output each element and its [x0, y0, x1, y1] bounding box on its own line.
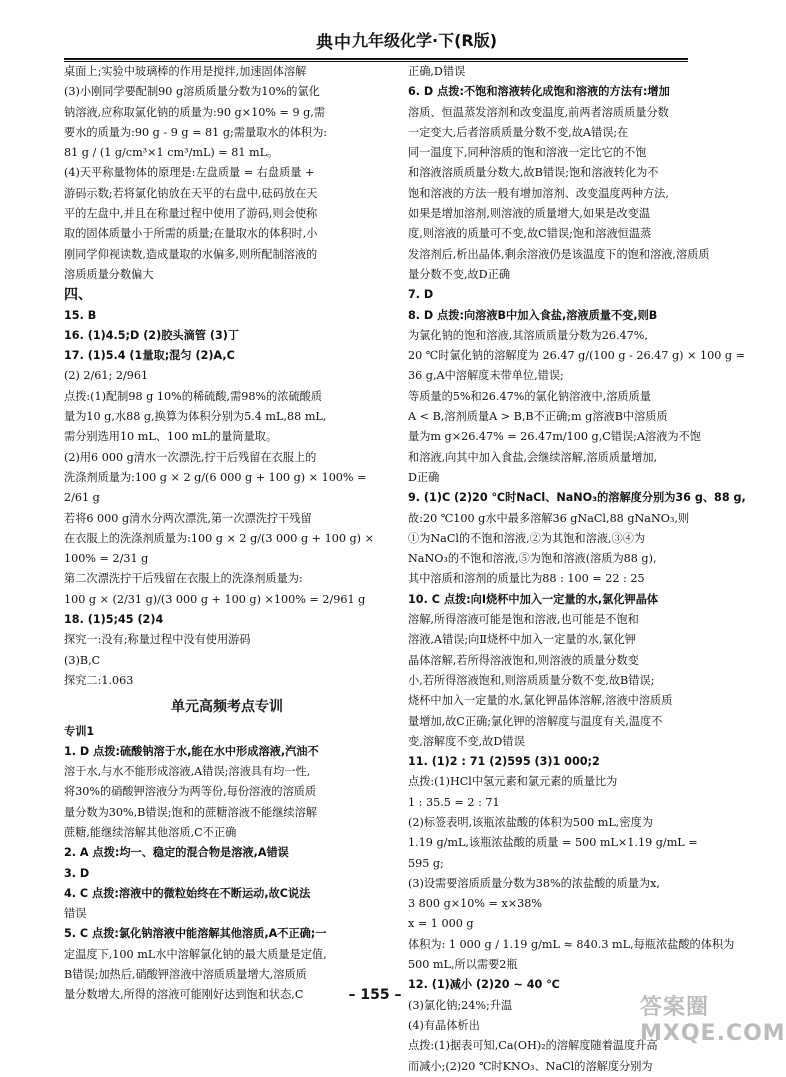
text-line: 烧杯中加入一定量的水,氯化钾晶体溶解,溶液中溶质质	[408, 694, 673, 708]
text-line: 100 g × (2/31 g)/(3 000 g + 100 g) ×100% = 2/961 g	[64, 592, 366, 606]
text-line: (4)天平称量物体的原理是:左盘质量 = 右盘质量 +	[64, 166, 315, 180]
text-line: 18. (1)5;45 (2)4	[64, 613, 164, 627]
text-line: 要水的质量为:90 g - 9 g = 81 g;需量取水的体积为:	[64, 125, 328, 139]
text-line: 16. (1)4.5;D (2)胶头滴管 (3)丁	[64, 328, 240, 342]
text-line: 点拨:(1)配制98 g 10%的稀硫酸,需98%的浓硫酸质	[64, 389, 323, 403]
text-line: 1 : 35.5 = 2 : 71	[408, 795, 500, 809]
text-line: 量为10 g,水88 g,换算为体积分别为5.4 mL,88 mL,	[64, 410, 327, 424]
text-line: 36 g,A中溶解度未带单位,错误;	[408, 369, 564, 383]
text-line: 定温度下,100 mL水中溶解氯化钠的最大质量是定值,	[64, 947, 327, 961]
text-line: 点拨:(1)HCl中氢元素和氯元素的质量比为	[408, 775, 618, 789]
text-line: 3 800 g×10% = x×38%	[408, 897, 543, 911]
text-line: 如果是增加溶剂,则溶液的质量增大,如果是改变温	[408, 207, 651, 221]
text-line: 刚同学仰视读数,造成量取的水偏多,则所配制溶液的	[64, 247, 318, 261]
text-line: 需分别选用10 mL、100 mL的量筒量取。	[64, 430, 278, 444]
text-line: 和溶液溶质质量分数大,故B错误;饱和溶液转化为不	[408, 166, 659, 180]
text-line: 100% = 2/31 g	[64, 552, 149, 566]
text-line: 蔗糖,能继续溶解其他溶质,C不正确	[64, 825, 237, 839]
text-line: (3)设需要溶质质量分数为38%的浓盐酸的质量为x,	[408, 876, 660, 890]
text-line: 体积为: 1 000 g / 1.19 g/mL ≈ 840.3 mL,每瓶浓盐酸的体积为	[408, 937, 735, 951]
text-line: 专训1	[64, 724, 95, 738]
text-line: 桌面上;实验中玻璃棒的作用是搅拌,加速固体溶解	[64, 65, 307, 78]
text-line: 3. D	[64, 866, 90, 880]
text-line: 溶质、恒温蒸发溶剂和改变温度,前两者溶质质量分数	[408, 105, 669, 119]
text-line: A < B,溶剂质量A > B,B不正确;m g溶液B中溶质质	[408, 410, 668, 424]
text-line: 在衣服上的洗涤剂质量为:100 g × 2 g/(3 000 g + 100 g) ×	[64, 531, 374, 545]
text-line: 一定变大,后者溶质质量分数不变,故A错误;在	[408, 125, 629, 139]
left-column	[64, 62, 390, 1006]
text-line: 变,溶解度不变,故D错误	[408, 734, 525, 748]
text-line: 第二次漂洗拧干后残留在衣服上的洗涤剂质量为:	[64, 572, 303, 586]
text-line: 量分数增大,所得的溶液可能刚好达到饱和状态,C	[64, 988, 304, 1002]
text-line: NaNO₃的不饱和溶液,⑤为饱和溶液(溶质为88 g),	[408, 552, 657, 566]
text-line: 量为m g×26.47% = 26.47m/100 g,C错误;A溶液为不饱	[408, 430, 701, 444]
text-line: 量分数不变,故D正确	[408, 267, 511, 281]
text-line: (3)小刚同学要配制90 g溶质质量分数为10%的氯化	[64, 85, 320, 99]
text-line: 4. C 点拨:溶液中的微粒始终在不断运动,故C说法	[64, 886, 311, 900]
text-line: 15. B	[64, 308, 97, 322]
text-line: 取的固体质量小于所需的质量;在量取水的体积时,小	[64, 227, 318, 241]
book-title: 九年级化学·下(R版)	[352, 31, 498, 50]
text-line: (3)氯化钠;24%;升温	[408, 998, 513, 1012]
text-line: 洗涤剂质量为:100 g × 2 g/(6 000 g + 100 g) × 100% =	[64, 470, 367, 484]
text-line: 晶体溶解,若所得溶液饱和,则溶液的质量分数变	[408, 653, 639, 667]
text-line: 6. D 点拨:不饱和溶液转化成饱和溶液的方法有:增加	[408, 85, 670, 99]
text-line: 小,若所得溶液饱和,则溶质质量分数不变,故B错误;	[408, 673, 655, 687]
page-header	[0, 10, 750, 60]
text-line: 81 g / (1 g/cm³×1 cm³/mL) = 81 mL。	[64, 146, 279, 160]
text-line: 探究一:没有;称量过程中没有使用游码	[64, 633, 251, 647]
text-line: 12. (1)减小 (2)20 ~ 40 ℃	[408, 978, 560, 992]
text-line: 平的左盘中,并且在称量过程中使用了游码,则会使称	[64, 207, 318, 221]
text-line: (3)B,C	[64, 653, 101, 667]
text-line: D正确	[408, 470, 440, 484]
text-line: 而减小;(2)20 ℃时KNO₃、NaCl的溶解度分别为	[408, 1059, 653, 1073]
text-line: 595 g;	[408, 856, 444, 870]
text-line: 20 ℃时氯化钠的溶解度为 26.47 g/(100 g - 26.47 g) × 100 g =	[408, 349, 745, 363]
text-line: 500 mL,所以需要2瓶	[408, 958, 518, 972]
text-line: 点拨:(1)据表可知,Ca(OH)₂的溶解度随着温度升高	[408, 1039, 658, 1053]
text-line: 探究二:1.063	[64, 673, 134, 687]
text-line: 度,则溶液的质量可不变,故C错误;饱和溶液恒温蒸	[408, 227, 652, 241]
text-line: ①为NaCl的不饱和溶液,②为其饱和溶液,③④为	[408, 531, 646, 545]
text-line: 饱和溶液的方法一般有增加溶剂、改变温度两种方法,	[408, 186, 669, 200]
text-line: 将30%的硝酸钾溶液分为两等份,每份溶液的溶质质	[64, 785, 317, 799]
text-line: 7. D	[408, 288, 434, 302]
text-line: 游码示数;若将氯化钠放在天平的右盘中,砝码放在天	[64, 186, 318, 200]
text-line: 若将6 000 g清水分两次漂洗,第一次漂洗拧干残留	[64, 511, 312, 525]
text-line: 溶质质量分数偏大	[64, 267, 154, 281]
text-line: 溶解,所得溶液可能是饱和溶液,也可能是不饱和	[408, 613, 639, 627]
text-line: 5. C 点拨:氯化钠溶液中能溶解其他溶质,A不正确;一	[64, 927, 327, 941]
text-line: 量分数为30%,B错误;饱和的蔗糖溶液不能继续溶解	[64, 805, 317, 819]
text-line: 溶于水,与水不能形成溶液,A错误;溶液具有均一性,	[64, 765, 311, 779]
text-line: 1.19 g/mL,该瓶浓盐酸的质量 = 500 mL×1.19 g/mL =	[408, 836, 698, 850]
text-line: 单元高频考点专训	[171, 699, 283, 716]
text-line: 为氯化钠的饱和溶液,其溶质质量分数为26.47%,	[408, 328, 648, 342]
text-line: 2. A 点拨:均一、稳定的混合物是溶液,A错误	[64, 846, 289, 860]
book-logo: 典中	[316, 33, 352, 53]
text-line: 17. (1)5.4 (1量取;混匀 (2)A,C	[64, 349, 235, 363]
text-line: 其中溶质和溶剂的质量比为88 : 100 = 22 : 25	[408, 572, 645, 586]
text-line: 10. C 点拨:向Ⅰ烧杯中加入一定量的水,氯化钾晶体	[408, 592, 659, 606]
text-line: 11. (1)2 : 71 (2)595 (3)1 000;2	[408, 755, 600, 769]
text-line: 1. D 点拨:硫酸钠溶于水,能在水中形成溶液,汽油不	[64, 744, 319, 758]
text-line: 8. D 点拨:向溶液B中加入食盐,溶液质量不变,则B	[408, 308, 658, 322]
text-line: 钠溶液,应称取氯化钠的质量为:90 g×10% = 9 g,需	[64, 105, 326, 119]
text-line: 错误	[64, 907, 87, 921]
text-line: 故:20 ℃100 g水中最多溶解36 gNaCl,88 gNaNO₃,则	[408, 511, 690, 525]
text-line: 同一温度下,同种溶质的饱和溶液一定比它的不饱	[408, 146, 647, 160]
text-line: 溶液,A错误;向Ⅱ烧杯中加入一定量的水,氯化钾	[408, 633, 636, 647]
text-line: 发溶剂后,析出晶体,剩余溶液仍是该温度下的饱和溶液,溶质质	[408, 247, 710, 261]
text-line: 9. (1)C (2)20 ℃时NaCl、NaNO₃的溶解度分别为36 g、88 g,	[408, 491, 746, 505]
text-line: (4)有晶体析出	[408, 1018, 480, 1032]
text-line: 和溶液,向其中加入食盐,会继续溶解,溶质质量增加,	[408, 450, 658, 464]
page-number: – 155 –	[348, 987, 402, 1003]
text-line: (2)用6 000 g清水一次漂洗,拧干后残留在衣服上的	[64, 450, 317, 464]
text-line: (2) 2/61; 2/961	[64, 369, 149, 383]
text-line: 正确,D错误	[408, 65, 466, 78]
text-line: 等质量的5%和26.47%的氯化钠溶液中,溶质质量	[408, 389, 651, 403]
text-line: x = 1 000 g	[408, 917, 474, 931]
text-line: 四、	[64, 287, 92, 304]
text-line: 2/61 g	[64, 491, 100, 505]
text-line: 量增加,故C正确;氯化钾的溶解度与温度有关,温度不	[408, 714, 663, 728]
text-line: B错误;加热后,硝酸钾溶液中溶质质量增大,溶质质	[64, 968, 307, 982]
text-line: (2)标签表明,该瓶浓盐酸的体积为500 mL,密度为	[408, 815, 653, 829]
site-watermark: 答案圈 MXQE.COM	[640, 995, 786, 1046]
right-column	[408, 62, 746, 1077]
